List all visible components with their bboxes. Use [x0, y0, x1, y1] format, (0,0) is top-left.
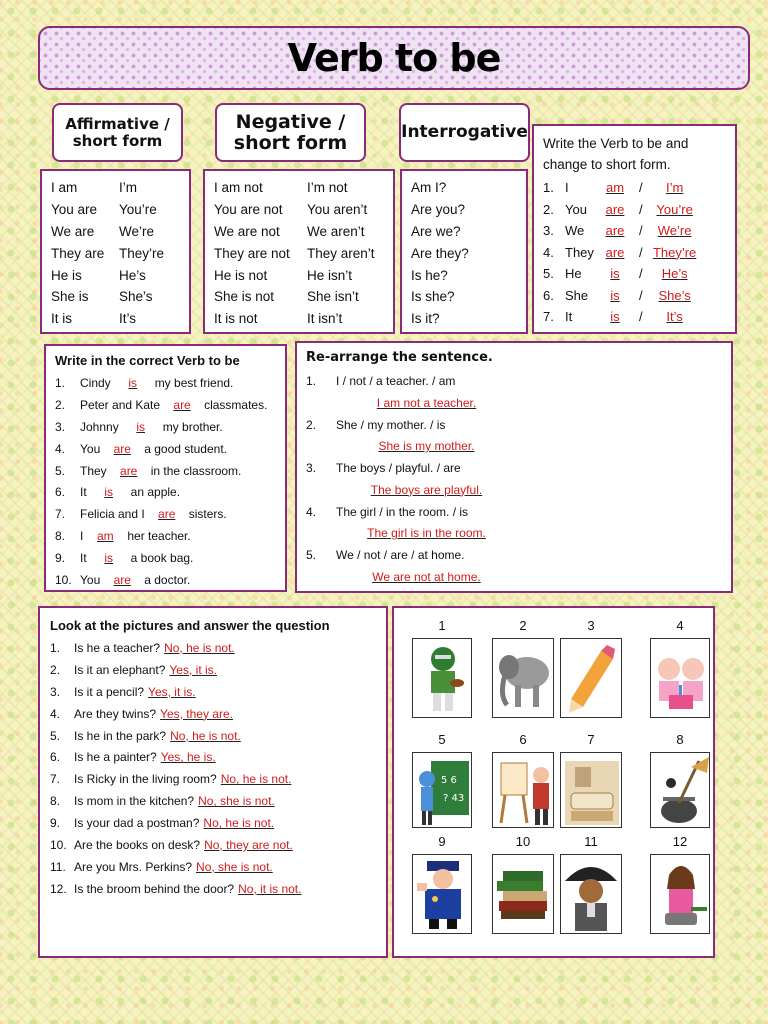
item-subject: You [565, 201, 587, 217]
woman-cooking-icon [650, 854, 710, 934]
item-number: 6. [543, 287, 554, 303]
negative-short: I’m not [307, 180, 348, 196]
short-form-answer: He’s [661, 266, 688, 282]
rearranged-answer: The boys are playful. [370, 482, 483, 497]
item-number: 4. [50, 706, 61, 721]
pencil-icon [560, 638, 622, 718]
correct-verb-item [55, 481, 285, 503]
picture-number: 4 [676, 618, 684, 633]
item-number: 2. [55, 397, 66, 412]
negative-row [214, 308, 393, 330]
item-number: 5. [306, 548, 317, 562]
item-subject: They [565, 244, 594, 260]
affirmative-short: I’m [119, 180, 137, 196]
short-form-exercise [532, 124, 737, 334]
question-text: Are the books on desk? [74, 837, 201, 852]
correct-verb-item [55, 525, 285, 547]
interrogative-row [411, 242, 526, 264]
picture-number: 7 [587, 732, 595, 747]
question-text: Is he in the park? [74, 728, 167, 743]
correct-verb-item [55, 394, 285, 416]
item-number: 4. [306, 504, 317, 519]
verb-answer: am [605, 180, 625, 196]
rearrange-title: Re-arrange the sentence. [306, 350, 493, 365]
question-answer: No, she is not. [198, 794, 275, 809]
picture-questions-title: Look at the pictures and answer the question [50, 618, 330, 633]
rearrange-prompt [306, 370, 731, 392]
affirmative-row [51, 264, 189, 286]
sentence-start: It [80, 551, 87, 566]
affirmative-row [51, 308, 189, 330]
affirmative-full: I am [51, 180, 78, 196]
verb-answer: is [104, 485, 113, 500]
interrogative-question: Is it? [411, 311, 440, 327]
negative-short: They aren’t [307, 245, 375, 261]
sentence-end: a doctor. [144, 572, 191, 587]
correct-verb-title: Write in the correct Verb to be [55, 353, 240, 368]
interrogative-header [399, 103, 530, 162]
painter-easel-icon [492, 752, 554, 828]
picture-question-item [50, 856, 386, 878]
correct-verb-item [55, 372, 285, 394]
affirmative-short: She’s [119, 289, 153, 305]
sentence-end: my brother. [162, 419, 223, 434]
interrogative-question: Am I? [411, 180, 447, 196]
item-number: 2. [543, 201, 554, 217]
question-answer: Yes, it is. [148, 684, 196, 699]
question-text: Are you Mrs. Perkins? [74, 859, 193, 874]
negative-full: We are not [214, 223, 280, 239]
rearrange-answer-line [306, 566, 731, 588]
affirmative-short: We’re [119, 223, 155, 239]
short-form-answer: You’re [656, 201, 693, 217]
interrogative-header-label: Interrogative [401, 122, 528, 143]
negative-short: We aren’t [307, 223, 365, 239]
interrogative-row [411, 264, 526, 286]
interrogative-row [411, 199, 526, 221]
interrogative-question: Are we? [411, 223, 461, 239]
correct-verb-item [55, 416, 285, 438]
negative-row [214, 199, 393, 221]
question-text: Is mom in the kitchen? [74, 794, 195, 809]
negative-full: You are not [214, 202, 283, 218]
sentence-start: Johnny [80, 419, 119, 434]
item-number: 7. [543, 309, 554, 325]
short-form-item [543, 220, 729, 242]
short-form-item [543, 199, 729, 221]
slash-separator: / [639, 309, 643, 325]
affirmative-row [51, 221, 189, 243]
affirmative-short: They’re [119, 245, 165, 261]
verb-answer: are [113, 441, 131, 456]
correct-verb-item [55, 460, 285, 482]
books-stack-icon [492, 854, 554, 934]
rearrange-answer-line [306, 479, 731, 501]
item-number: 1. [55, 375, 66, 390]
item-number: 10. [50, 837, 67, 852]
question-answer: No, it is not. [238, 881, 302, 896]
svg-text:? 43: ? 43 [443, 793, 465, 804]
short-form-answer: We’re [657, 223, 692, 239]
picture-question-item [50, 746, 386, 768]
picture-question-item [50, 834, 386, 856]
slash-separator: / [639, 223, 643, 239]
item-number: 7. [55, 507, 66, 522]
slash-separator: / [639, 287, 643, 303]
item-subject: I [565, 180, 569, 196]
rearrange-prompt [306, 544, 731, 566]
negative-row [214, 286, 393, 308]
sentence-start: Peter and Kate [80, 397, 161, 412]
verb-answer: are [113, 572, 131, 587]
scrambled-words: We / not / are / at home. [336, 548, 465, 562]
picture-question-item [50, 637, 386, 659]
short-form-answer: She’s [658, 287, 691, 303]
picture-question-item [50, 703, 386, 725]
correct-verb-item [55, 438, 285, 460]
picture-number: 9 [438, 834, 446, 849]
correct-verb-item [55, 547, 285, 569]
negative-short: It isn’t [307, 311, 343, 327]
affirmative-full: It is [51, 311, 73, 327]
sentence-end: her teacher. [127, 529, 191, 544]
negative-short: He isn’t [307, 267, 353, 283]
affirmative-short: You’re [119, 202, 157, 218]
question-text: Is it an elephant? [74, 662, 166, 677]
item-number: 7. [50, 772, 61, 787]
verb-answer: is [104, 551, 113, 566]
negative-full: He is not [214, 267, 268, 283]
question-answer: Yes, they are. [160, 706, 233, 721]
sentence-end: in the classroom. [150, 463, 242, 478]
verb-answer: is [136, 419, 146, 434]
picture-number: 1 [438, 618, 446, 633]
verb-answer: is [128, 375, 138, 390]
affirmative-full: They are [51, 245, 105, 261]
correct-verb-item [55, 569, 285, 591]
bathroom-icon [560, 752, 622, 828]
negative-table [203, 169, 395, 334]
item-number: 1. [543, 180, 554, 196]
affirmative-short: He’s [119, 267, 146, 283]
item-number: 9. [50, 816, 61, 831]
picture-number: 10 [515, 834, 531, 849]
verb-answer: are [120, 463, 138, 478]
item-number: 11. [50, 859, 66, 874]
short-form-item [543, 285, 729, 307]
sentence-end: an apple. [130, 485, 181, 500]
negative-short: She isn’t [307, 289, 359, 305]
negative-header [215, 103, 366, 162]
item-number: 1. [306, 374, 317, 388]
correct-verb-exercise [44, 344, 287, 592]
item-number: 8. [50, 794, 61, 809]
item-number: 12. [50, 881, 67, 896]
question-answer: No, he is not. [170, 728, 241, 743]
slash-separator: / [639, 180, 643, 196]
interrogative-question: Are they? [411, 245, 469, 261]
item-number: 6. [50, 750, 61, 765]
verb-answer: are [173, 397, 191, 412]
picture-number: 11 [584, 834, 598, 849]
picture-question-item [50, 878, 386, 900]
item-number: 3. [543, 223, 554, 239]
picture-number: 2 [519, 618, 527, 633]
svg-text:5 6: 5 6 [441, 775, 457, 786]
short-form-answer: It’s [666, 309, 683, 325]
scrambled-words: She / my mother. / is [336, 417, 446, 432]
item-number: 8. [55, 529, 66, 544]
affirmative-full: He is [51, 267, 82, 283]
short-form-item [543, 306, 729, 328]
picture-questions-exercise [38, 606, 388, 958]
picture-question-item [50, 681, 386, 703]
short-form-item [543, 263, 729, 285]
rearrange-answer-line [306, 392, 731, 414]
verb-answer: are [605, 244, 625, 260]
question-text: Is he a teacher? [74, 640, 161, 655]
scrambled-words: The boys / playful. / are [336, 461, 461, 475]
sentence-start: They [80, 463, 107, 478]
negative-header-label: Negative / short form [233, 110, 348, 154]
affirmative-full: We are [51, 223, 95, 239]
affirmative-full: She is [51, 289, 89, 305]
short-form-item [543, 177, 729, 199]
picture-number: 12 [672, 834, 688, 849]
verb-answer: is [610, 309, 620, 325]
interrogative-table [400, 169, 528, 334]
affirmative-header [52, 103, 183, 162]
item-number: 10. [55, 572, 72, 587]
rearrange-prompt [306, 414, 731, 436]
affirmative-row [51, 199, 189, 221]
picture-number: 5 [438, 732, 446, 747]
sentence-start: I [80, 529, 84, 544]
negative-row [214, 177, 393, 199]
negative-row [214, 242, 393, 264]
scrambled-words: I / not / a teacher. / am [336, 374, 456, 388]
interrogative-row [411, 286, 526, 308]
sentence-start: Felicia and I [80, 507, 145, 522]
negative-row [214, 221, 393, 243]
interrogative-row [411, 177, 526, 199]
item-number: 3. [306, 461, 317, 475]
question-text: Is your dad a postman? [74, 816, 200, 831]
title-banner [38, 26, 750, 90]
question-answer: No, he is not. [220, 772, 292, 787]
question-text: Is he a painter? [74, 750, 157, 765]
question-answer: Yes, he is. [160, 750, 216, 765]
picture-question-item [50, 659, 386, 681]
sentence-start: You [80, 572, 101, 587]
rearranged-answer: The girl is in the room. [367, 526, 486, 541]
item-subject: He [565, 266, 582, 282]
sentence-end: my best friend. [154, 375, 234, 390]
picture-question-item [50, 812, 386, 834]
interrogative-row [411, 308, 526, 330]
page-title: Verb to be [287, 36, 501, 80]
rearrange-prompt [306, 457, 731, 479]
item-number: 9. [55, 551, 66, 566]
affirmative-short: It’s [119, 311, 137, 327]
question-text: Is it a pencil? [74, 684, 145, 699]
student-chalkboard-icon [412, 752, 472, 828]
broom-pot-icon [650, 752, 710, 828]
football-player-icon [412, 638, 472, 718]
question-answer: No, she is not. [196, 859, 273, 874]
item-number: 5. [543, 266, 554, 282]
affirmative-row [51, 286, 189, 308]
correct-verb-item [55, 503, 285, 525]
question-answer: Yes, it is. [169, 662, 217, 677]
item-number: 6. [55, 485, 66, 500]
question-answer: No, he is not. [164, 640, 235, 655]
question-text: Is Ricky in the living room? [74, 772, 217, 787]
interrogative-question: Is she? [411, 289, 455, 305]
question-text: Are they twins? [74, 706, 157, 721]
slash-separator: / [639, 244, 643, 260]
rearrange-prompt [306, 501, 731, 523]
picture-question-item [50, 768, 386, 790]
interrogative-question: Are you? [411, 202, 466, 218]
verb-answer: are [158, 507, 176, 522]
short-form-answer: I’m [665, 180, 684, 196]
item-number: 1. [50, 640, 61, 655]
verb-answer: is [610, 266, 620, 282]
sentence-end: a good student. [144, 441, 227, 456]
interrogative-question: Is he? [411, 267, 448, 283]
sentence-start: It [80, 485, 87, 500]
affirmative-table [40, 169, 191, 334]
short-form-answer: They’re [652, 244, 697, 260]
rearranged-answer: I am not a teacher. [376, 395, 477, 410]
item-number: 3. [55, 419, 66, 434]
sentence-start: You [80, 441, 101, 456]
sentence-end: sisters. [188, 507, 227, 522]
picture-question-item [50, 725, 386, 747]
item-number: 5. [55, 463, 66, 478]
sentence-end: a book bag. [130, 551, 194, 566]
elephant-icon [492, 638, 554, 718]
short-form-item [543, 242, 729, 264]
rearranged-answer: We are not at home. [372, 569, 481, 584]
item-number: 2. [306, 417, 317, 432]
picture-number: 8 [676, 732, 684, 747]
negative-full: She is not [214, 289, 275, 305]
question-text: Is the broom behind the door? [74, 881, 235, 896]
police-officer-icon [412, 854, 472, 934]
slash-separator: / [639, 266, 643, 282]
pictures-panel [392, 606, 715, 958]
verb-answer: are [605, 223, 625, 239]
picture-question-item [50, 790, 386, 812]
man-umbrella-icon [560, 854, 622, 934]
negative-full: It is not [214, 311, 258, 327]
scrambled-words: The girl / in the room. / is [336, 504, 469, 519]
picture-number: 3 [587, 618, 595, 633]
item-number: 5. [50, 728, 61, 743]
affirmative-row [51, 177, 189, 199]
item-subject: It [565, 309, 573, 325]
item-number: 2. [50, 662, 61, 677]
negative-full: I am not [214, 180, 263, 196]
item-number: 3. [50, 684, 61, 699]
interrogative-row [411, 221, 526, 243]
rearrange-exercise [295, 341, 733, 593]
twins-cake-icon [650, 638, 710, 718]
item-number: 4. [543, 244, 554, 260]
negative-short: You aren’t [307, 202, 368, 218]
sentence-start: Cindy [80, 375, 111, 390]
question-answer: No, they are not. [204, 837, 293, 852]
affirmative-full: You are [51, 202, 98, 218]
negative-row [214, 264, 393, 286]
rearrange-answer-line [306, 436, 731, 458]
short-form-instruction: Write the Verb to be and change to short form. [543, 136, 689, 172]
picture-number: 6 [519, 732, 527, 747]
verb-answer: am [97, 529, 114, 544]
affirmative-row [51, 242, 189, 264]
negative-full: They are not [214, 245, 290, 261]
item-number: 4. [55, 441, 66, 456]
rearrange-answer-line [306, 523, 731, 545]
rearranged-answer: She is my mother. [378, 439, 475, 454]
affirmative-header-label: Affirmative / short form [65, 115, 170, 150]
question-answer: No, he is not. [203, 816, 275, 831]
verb-answer: are [605, 201, 625, 217]
sentence-end: classmates. [204, 397, 268, 412]
verb-answer: is [610, 287, 620, 303]
item-subject: She [565, 287, 589, 303]
item-subject: We [565, 223, 585, 239]
slash-separator: / [639, 201, 643, 217]
